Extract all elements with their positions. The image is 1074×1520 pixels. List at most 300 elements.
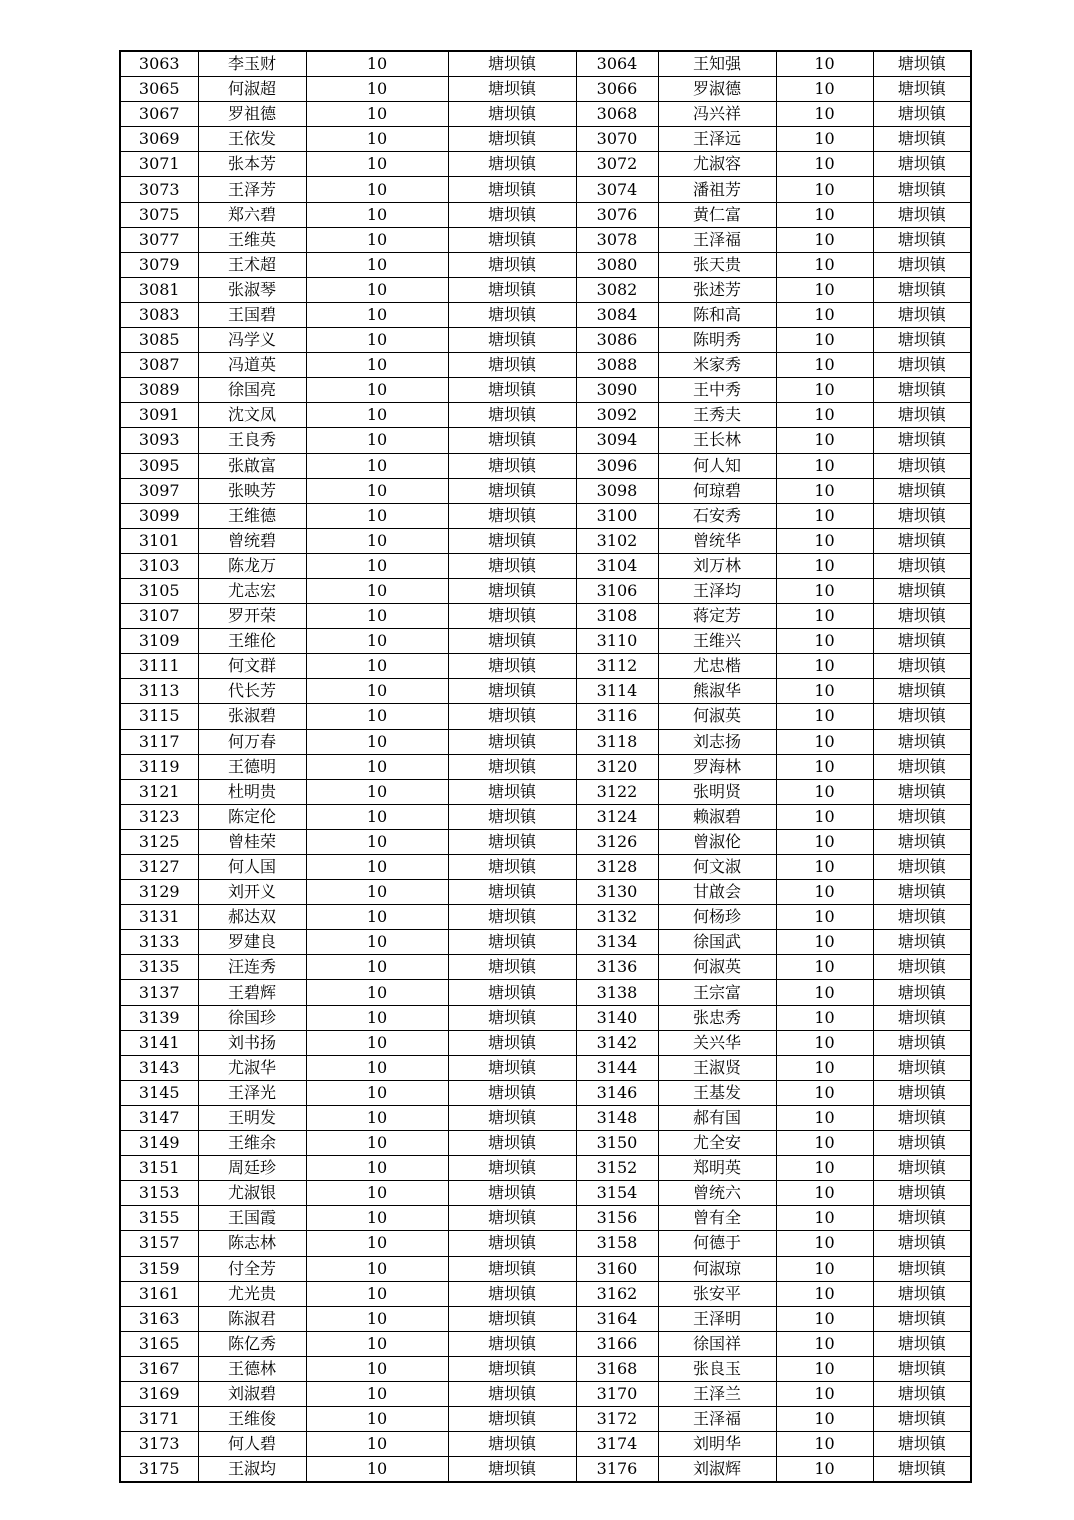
right-town-cell: 塘坝镇 [873, 1156, 971, 1181]
table-row [120, 654, 971, 679]
table-row [120, 202, 971, 227]
left-record-id-cell: 3159 [120, 1256, 198, 1281]
left-town-cell: 塘坝镇 [448, 1030, 576, 1055]
right-person-name-cell: 潘祖芳 [658, 177, 776, 202]
right-town-cell: 塘坝镇 [873, 177, 971, 202]
left-town-cell: 塘坝镇 [448, 754, 576, 779]
right-town-cell: 塘坝镇 [873, 328, 971, 353]
right-amount-cell: 10 [776, 1381, 873, 1406]
right-person-name-cell: 何琼碧 [658, 478, 776, 503]
right-record-id-cell: 3072 [576, 152, 658, 177]
right-record-id-cell: 3106 [576, 578, 658, 603]
right-town-cell: 塘坝镇 [873, 528, 971, 553]
left-record-id-cell: 3095 [120, 453, 198, 478]
right-person-name-cell: 蒋定芳 [658, 604, 776, 629]
right-amount-cell: 10 [776, 553, 873, 578]
left-record-id-cell: 3147 [120, 1105, 198, 1130]
left-person-name-cell: 刘书扬 [198, 1030, 306, 1055]
right-record-id-cell: 3086 [576, 328, 658, 353]
left-amount-cell: 10 [306, 578, 448, 603]
left-person-name-cell: 何人国 [198, 855, 306, 880]
right-record-id-cell: 3094 [576, 428, 658, 453]
right-person-name-cell: 张述芳 [658, 277, 776, 302]
right-town-cell: 塘坝镇 [873, 779, 971, 804]
right-record-id-cell: 3066 [576, 77, 658, 102]
left-record-id-cell: 3069 [120, 127, 198, 152]
table-row [120, 1105, 971, 1130]
right-town-cell: 塘坝镇 [873, 804, 971, 829]
left-record-id-cell: 3071 [120, 152, 198, 177]
right-amount-cell: 10 [776, 1131, 873, 1156]
left-amount-cell: 10 [306, 955, 448, 980]
table-row [120, 930, 971, 955]
left-record-id-cell: 3063 [120, 51, 198, 77]
table-row [120, 1281, 971, 1306]
right-record-id-cell: 3150 [576, 1131, 658, 1156]
right-record-id-cell: 3166 [576, 1331, 658, 1356]
left-amount-cell: 10 [306, 302, 448, 327]
table-row [120, 428, 971, 453]
left-town-cell: 塘坝镇 [448, 478, 576, 503]
right-amount-cell: 10 [776, 1407, 873, 1432]
left-person-name-cell: 王碧辉 [198, 980, 306, 1005]
left-record-id-cell: 3109 [120, 629, 198, 654]
right-amount-cell: 10 [776, 729, 873, 754]
right-town-cell: 塘坝镇 [873, 880, 971, 905]
right-person-name-cell: 罗淑德 [658, 77, 776, 102]
right-person-name-cell: 王淑贤 [658, 1055, 776, 1080]
right-amount-cell: 10 [776, 1432, 873, 1457]
right-amount-cell: 10 [776, 528, 873, 553]
left-record-id-cell: 3067 [120, 102, 198, 127]
left-amount-cell: 10 [306, 980, 448, 1005]
right-person-name-cell: 甘啟会 [658, 880, 776, 905]
left-record-id-cell: 3107 [120, 604, 198, 629]
left-record-id-cell: 3129 [120, 880, 198, 905]
right-person-name-cell: 何淑英 [658, 704, 776, 729]
table-row [120, 1381, 971, 1406]
left-town-cell: 塘坝镇 [448, 553, 576, 578]
left-record-id-cell: 3073 [120, 177, 198, 202]
left-town-cell: 塘坝镇 [448, 127, 576, 152]
right-record-id-cell: 3140 [576, 1005, 658, 1030]
table-row [120, 152, 971, 177]
left-record-id-cell: 3065 [120, 77, 198, 102]
left-amount-cell: 10 [306, 1256, 448, 1281]
left-amount-cell: 10 [306, 1432, 448, 1457]
right-amount-cell: 10 [776, 1457, 873, 1483]
right-record-id-cell: 3074 [576, 177, 658, 202]
table-row [120, 980, 971, 1005]
right-town-cell: 塘坝镇 [873, 679, 971, 704]
right-amount-cell: 10 [776, 378, 873, 403]
left-person-name-cell: 王维俊 [198, 1407, 306, 1432]
left-record-id-cell: 3087 [120, 353, 198, 378]
left-amount-cell: 10 [306, 127, 448, 152]
left-amount-cell: 10 [306, 1457, 448, 1483]
left-amount-cell: 10 [306, 604, 448, 629]
left-record-id-cell: 3153 [120, 1181, 198, 1206]
right-amount-cell: 10 [776, 353, 873, 378]
left-amount-cell: 10 [306, 152, 448, 177]
left-town-cell: 塘坝镇 [448, 1105, 576, 1130]
right-town-cell: 塘坝镇 [873, 1457, 971, 1483]
right-amount-cell: 10 [776, 478, 873, 503]
left-town-cell: 塘坝镇 [448, 955, 576, 980]
left-town-cell: 塘坝镇 [448, 177, 576, 202]
right-amount-cell: 10 [776, 177, 873, 202]
left-town-cell: 塘坝镇 [448, 1206, 576, 1231]
right-person-name-cell: 石安秀 [658, 503, 776, 528]
left-amount-cell: 10 [306, 1206, 448, 1231]
left-person-name-cell: 付全芳 [198, 1256, 306, 1281]
right-person-name-cell: 罗海林 [658, 754, 776, 779]
right-amount-cell: 10 [776, 1030, 873, 1055]
right-town-cell: 塘坝镇 [873, 855, 971, 880]
right-person-name-cell: 关兴华 [658, 1030, 776, 1055]
left-person-name-cell: 陈亿秀 [198, 1331, 306, 1356]
table-row [120, 855, 971, 880]
right-record-id-cell: 3164 [576, 1306, 658, 1331]
left-town-cell: 塘坝镇 [448, 1080, 576, 1105]
right-person-name-cell: 米家秀 [658, 353, 776, 378]
left-person-name-cell: 王德林 [198, 1356, 306, 1381]
right-amount-cell: 10 [776, 1055, 873, 1080]
right-amount-cell: 10 [776, 905, 873, 930]
left-amount-cell: 10 [306, 1005, 448, 1030]
right-person-name-cell: 赖淑碧 [658, 804, 776, 829]
right-record-id-cell: 3088 [576, 353, 658, 378]
right-person-name-cell: 王泽明 [658, 1306, 776, 1331]
right-town-cell: 塘坝镇 [873, 955, 971, 980]
left-town-cell: 塘坝镇 [448, 905, 576, 930]
right-amount-cell: 10 [776, 980, 873, 1005]
left-person-name-cell: 冯道英 [198, 353, 306, 378]
left-amount-cell: 10 [306, 1105, 448, 1130]
left-amount-cell: 10 [306, 1381, 448, 1406]
right-person-name-cell: 王知强 [658, 51, 776, 77]
left-amount-cell: 10 [306, 202, 448, 227]
left-person-name-cell: 刘开义 [198, 880, 306, 905]
left-person-name-cell: 代长芳 [198, 679, 306, 704]
table-row [120, 1030, 971, 1055]
left-record-id-cell: 3075 [120, 202, 198, 227]
right-town-cell: 塘坝镇 [873, 127, 971, 152]
right-person-name-cell: 陈和高 [658, 302, 776, 327]
right-record-id-cell: 3134 [576, 930, 658, 955]
right-town-cell: 塘坝镇 [873, 428, 971, 453]
right-town-cell: 塘坝镇 [873, 1381, 971, 1406]
right-person-name-cell: 曾有全 [658, 1206, 776, 1231]
left-person-name-cell: 郝达双 [198, 905, 306, 930]
right-record-id-cell: 3148 [576, 1105, 658, 1130]
left-town-cell: 塘坝镇 [448, 302, 576, 327]
right-person-name-cell: 徐国祥 [658, 1331, 776, 1356]
right-amount-cell: 10 [776, 1080, 873, 1105]
left-amount-cell: 10 [306, 528, 448, 553]
right-record-id-cell: 3110 [576, 629, 658, 654]
left-record-id-cell: 3139 [120, 1005, 198, 1030]
right-town-cell: 塘坝镇 [873, 1080, 971, 1105]
table-row [120, 177, 971, 202]
left-amount-cell: 10 [306, 1356, 448, 1381]
left-amount-cell: 10 [306, 679, 448, 704]
right-record-id-cell: 3176 [576, 1457, 658, 1483]
table-row [120, 1457, 971, 1483]
table-row [120, 102, 971, 127]
right-town-cell: 塘坝镇 [873, 1432, 971, 1457]
right-person-name-cell: 陈明秀 [658, 328, 776, 353]
left-record-id-cell: 3117 [120, 729, 198, 754]
left-town-cell: 塘坝镇 [448, 1331, 576, 1356]
right-town-cell: 塘坝镇 [873, 77, 971, 102]
left-amount-cell: 10 [306, 478, 448, 503]
right-record-id-cell: 3172 [576, 1407, 658, 1432]
left-person-name-cell: 何淑超 [198, 77, 306, 102]
right-person-name-cell: 王宗富 [658, 980, 776, 1005]
right-person-name-cell: 何德于 [658, 1231, 776, 1256]
left-person-name-cell: 郑六碧 [198, 202, 306, 227]
left-amount-cell: 10 [306, 503, 448, 528]
left-record-id-cell: 3089 [120, 378, 198, 403]
right-record-id-cell: 3146 [576, 1080, 658, 1105]
right-amount-cell: 10 [776, 1331, 873, 1356]
right-town-cell: 塘坝镇 [873, 604, 971, 629]
left-town-cell: 塘坝镇 [448, 102, 576, 127]
right-person-name-cell: 郝有国 [658, 1105, 776, 1130]
right-town-cell: 塘坝镇 [873, 503, 971, 528]
left-record-id-cell: 3093 [120, 428, 198, 453]
left-amount-cell: 10 [306, 1030, 448, 1055]
right-person-name-cell: 刘万林 [658, 553, 776, 578]
right-town-cell: 塘坝镇 [873, 1055, 971, 1080]
right-person-name-cell: 刘明华 [658, 1432, 776, 1457]
right-amount-cell: 10 [776, 152, 873, 177]
left-amount-cell: 10 [306, 1055, 448, 1080]
right-person-name-cell: 曾统六 [658, 1181, 776, 1206]
table-row [120, 277, 971, 302]
right-town-cell: 塘坝镇 [873, 252, 971, 277]
left-person-name-cell: 王泽光 [198, 1080, 306, 1105]
right-person-name-cell: 王维兴 [658, 629, 776, 654]
left-person-name-cell: 罗开荣 [198, 604, 306, 629]
right-amount-cell: 10 [776, 227, 873, 252]
right-person-name-cell: 刘志扬 [658, 729, 776, 754]
right-record-id-cell: 3076 [576, 202, 658, 227]
left-person-name-cell: 冯学义 [198, 328, 306, 353]
right-amount-cell: 10 [776, 1306, 873, 1331]
right-amount-cell: 10 [776, 754, 873, 779]
left-person-name-cell: 陈志林 [198, 1231, 306, 1256]
roster-table-body [120, 51, 971, 1482]
right-amount-cell: 10 [776, 1356, 873, 1381]
right-amount-cell: 10 [776, 51, 873, 77]
right-town-cell: 塘坝镇 [873, 754, 971, 779]
left-amount-cell: 10 [306, 428, 448, 453]
right-record-id-cell: 3108 [576, 604, 658, 629]
right-record-id-cell: 3068 [576, 102, 658, 127]
left-person-name-cell: 徐国亮 [198, 378, 306, 403]
left-record-id-cell: 3097 [120, 478, 198, 503]
table-row [120, 453, 971, 478]
left-town-cell: 塘坝镇 [448, 227, 576, 252]
table-row [120, 302, 971, 327]
table-row [120, 77, 971, 102]
right-record-id-cell: 3128 [576, 855, 658, 880]
table-row [120, 829, 971, 854]
left-town-cell: 塘坝镇 [448, 353, 576, 378]
left-person-name-cell: 何人碧 [198, 1432, 306, 1457]
left-town-cell: 塘坝镇 [448, 503, 576, 528]
left-person-name-cell: 何文群 [198, 654, 306, 679]
left-amount-cell: 10 [306, 779, 448, 804]
right-town-cell: 塘坝镇 [873, 729, 971, 754]
right-person-name-cell: 张天贵 [658, 252, 776, 277]
right-record-id-cell: 3170 [576, 1381, 658, 1406]
left-town-cell: 塘坝镇 [448, 704, 576, 729]
right-amount-cell: 10 [776, 1156, 873, 1181]
left-person-name-cell: 何万春 [198, 729, 306, 754]
left-record-id-cell: 3119 [120, 754, 198, 779]
table-row [120, 754, 971, 779]
left-town-cell: 塘坝镇 [448, 1256, 576, 1281]
right-record-id-cell: 3158 [576, 1231, 658, 1256]
left-record-id-cell: 3111 [120, 654, 198, 679]
left-record-id-cell: 3131 [120, 905, 198, 930]
left-record-id-cell: 3079 [120, 252, 198, 277]
left-town-cell: 塘坝镇 [448, 1181, 576, 1206]
right-record-id-cell: 3126 [576, 829, 658, 854]
left-town-cell: 塘坝镇 [448, 528, 576, 553]
right-amount-cell: 10 [776, 804, 873, 829]
left-amount-cell: 10 [306, 328, 448, 353]
table-row [120, 1432, 971, 1457]
left-town-cell: 塘坝镇 [448, 880, 576, 905]
left-amount-cell: 10 [306, 1407, 448, 1432]
right-record-id-cell: 3174 [576, 1432, 658, 1457]
right-person-name-cell: 王泽兰 [658, 1381, 776, 1406]
right-town-cell: 塘坝镇 [873, 227, 971, 252]
table-row [120, 955, 971, 980]
table-row [120, 1080, 971, 1105]
left-record-id-cell: 3165 [120, 1331, 198, 1356]
left-person-name-cell: 尤淑华 [198, 1055, 306, 1080]
right-town-cell: 塘坝镇 [873, 1407, 971, 1432]
right-person-name-cell: 何人知 [658, 453, 776, 478]
table-row [120, 679, 971, 704]
left-record-id-cell: 3167 [120, 1356, 198, 1381]
right-person-name-cell: 冯兴祥 [658, 102, 776, 127]
left-person-name-cell: 周廷珍 [198, 1156, 306, 1181]
left-town-cell: 塘坝镇 [448, 428, 576, 453]
right-person-name-cell: 曾统华 [658, 528, 776, 553]
right-amount-cell: 10 [776, 102, 873, 127]
left-record-id-cell: 3173 [120, 1432, 198, 1457]
left-person-name-cell: 罗祖德 [198, 102, 306, 127]
right-amount-cell: 10 [776, 1105, 873, 1130]
left-amount-cell: 10 [306, 252, 448, 277]
right-record-id-cell: 3152 [576, 1156, 658, 1181]
right-record-id-cell: 3144 [576, 1055, 658, 1080]
right-amount-cell: 10 [776, 503, 873, 528]
left-person-name-cell: 杜明贵 [198, 779, 306, 804]
left-person-name-cell: 陈淑君 [198, 1306, 306, 1331]
right-record-id-cell: 3100 [576, 503, 658, 528]
right-town-cell: 塘坝镇 [873, 378, 971, 403]
left-person-name-cell: 汪连秀 [198, 955, 306, 980]
right-person-name-cell: 王泽福 [658, 1407, 776, 1432]
right-amount-cell: 10 [776, 930, 873, 955]
right-town-cell: 塘坝镇 [873, 51, 971, 77]
right-town-cell: 塘坝镇 [873, 1306, 971, 1331]
right-amount-cell: 10 [776, 77, 873, 102]
left-amount-cell: 10 [306, 1131, 448, 1156]
right-town-cell: 塘坝镇 [873, 553, 971, 578]
table-row [120, 779, 971, 804]
right-record-id-cell: 3090 [576, 378, 658, 403]
right-record-id-cell: 3132 [576, 905, 658, 930]
right-town-cell: 塘坝镇 [873, 829, 971, 854]
left-record-id-cell: 3171 [120, 1407, 198, 1432]
left-record-id-cell: 3163 [120, 1306, 198, 1331]
right-amount-cell: 10 [776, 855, 873, 880]
right-person-name-cell: 王秀夫 [658, 403, 776, 428]
left-amount-cell: 10 [306, 553, 448, 578]
table-row [120, 1331, 971, 1356]
right-amount-cell: 10 [776, 604, 873, 629]
left-record-id-cell: 3169 [120, 1381, 198, 1406]
left-town-cell: 塘坝镇 [448, 980, 576, 1005]
table-row [120, 553, 971, 578]
left-amount-cell: 10 [306, 880, 448, 905]
right-amount-cell: 10 [776, 127, 873, 152]
right-town-cell: 塘坝镇 [873, 1105, 971, 1130]
right-town-cell: 塘坝镇 [873, 1231, 971, 1256]
left-amount-cell: 10 [306, 403, 448, 428]
right-town-cell: 塘坝镇 [873, 1206, 971, 1231]
left-person-name-cell: 陈龙万 [198, 553, 306, 578]
right-record-id-cell: 3162 [576, 1281, 658, 1306]
left-record-id-cell: 3115 [120, 704, 198, 729]
right-record-id-cell: 3156 [576, 1206, 658, 1231]
left-amount-cell: 10 [306, 378, 448, 403]
left-amount-cell: 10 [306, 1156, 448, 1181]
table-row [120, 378, 971, 403]
left-town-cell: 塘坝镇 [448, 51, 576, 77]
left-town-cell: 塘坝镇 [448, 1407, 576, 1432]
left-record-id-cell: 3127 [120, 855, 198, 880]
right-amount-cell: 10 [776, 202, 873, 227]
left-amount-cell: 10 [306, 754, 448, 779]
right-amount-cell: 10 [776, 252, 873, 277]
left-amount-cell: 10 [306, 654, 448, 679]
left-record-id-cell: 3103 [120, 553, 198, 578]
left-town-cell: 塘坝镇 [448, 1432, 576, 1457]
right-record-id-cell: 3154 [576, 1181, 658, 1206]
left-town-cell: 塘坝镇 [448, 1156, 576, 1181]
right-amount-cell: 10 [776, 1231, 873, 1256]
left-person-name-cell: 尤志宏 [198, 578, 306, 603]
left-record-id-cell: 3135 [120, 955, 198, 980]
left-town-cell: 塘坝镇 [448, 328, 576, 353]
table-row [120, 1005, 971, 1030]
right-amount-cell: 10 [776, 654, 873, 679]
left-record-id-cell: 3077 [120, 227, 198, 252]
table-row [120, 353, 971, 378]
left-town-cell: 塘坝镇 [448, 277, 576, 302]
right-amount-cell: 10 [776, 779, 873, 804]
right-amount-cell: 10 [776, 829, 873, 854]
